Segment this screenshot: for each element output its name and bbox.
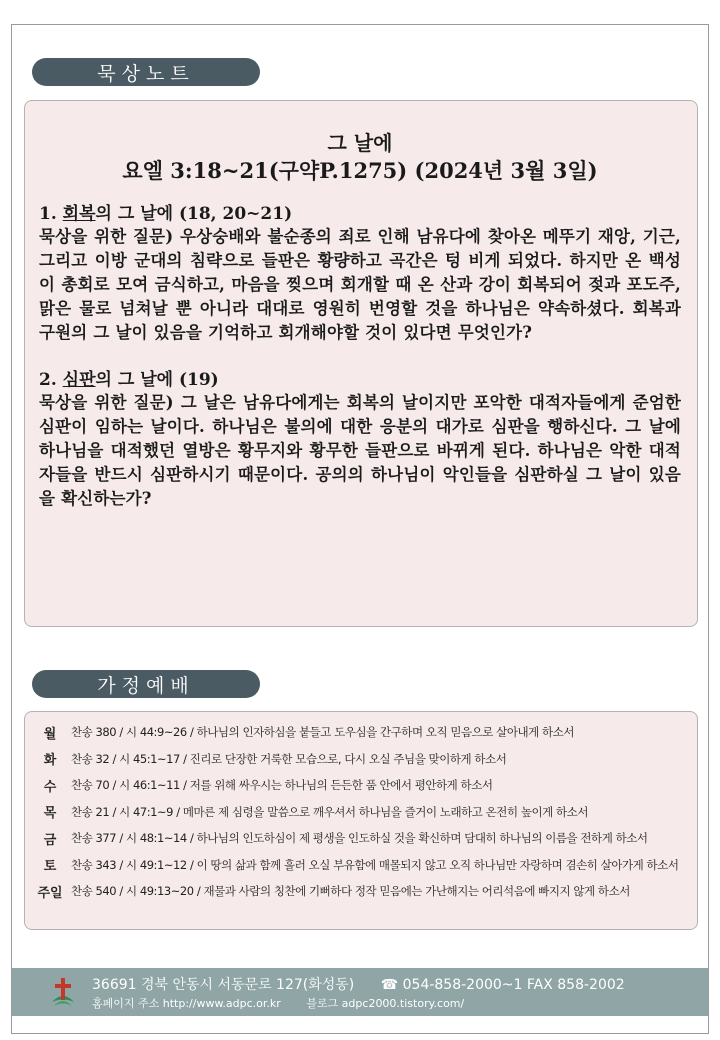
sermon-title: 그 날에 — [327, 131, 393, 155]
section-2-body: 묵상을 위한 질문) 그 날은 남유다에게는 회복의 날이지만 포악한 대적자들에게 준엄한 심판이 임하는 날이다. 하나님은 불의에 대한 응분의 대가로 심판을 행하신다. 그 날에 하나님을 대적했던 열방은 황무지와 황무한 들판으로 바뀌게 된다. 하나님은 악한 대적자들을 반드시 심판하시기 때문이다. 공의의 하나님이 악인들을 심판하실 그 날이 있음을 확신하는가? — [39, 393, 681, 508]
church-footer — [12, 968, 708, 1016]
worship-day-label: 토 — [43, 859, 57, 875]
worship-row-monday — [33, 719, 689, 746]
worship-day-label: 목 — [43, 806, 57, 822]
section-2-heading — [39, 369, 681, 391]
section-1-heading-text: 의 그 날에 (18, 20~21) — [95, 204, 293, 224]
section-1-keyword: 회복 — [62, 204, 96, 224]
family-worship-card — [24, 711, 698, 930]
worship-reading-text: 찬송 540 / 시 49:13~20 / 재물과 사람의 칭찬에 기뻐하다 정작 믿음에는 가난해지는 어리석음에 빠지지 않게 하소서 — [71, 884, 630, 899]
section-spacer — [39, 345, 681, 369]
worship-row-wednesday — [33, 772, 689, 799]
worship-row-saturday — [33, 852, 689, 879]
family-worship-header: 가정예배 — [32, 670, 260, 698]
worship-row-friday — [33, 825, 689, 852]
worship-row-tuesday — [33, 746, 689, 773]
scripture-reference: 요엘 3:18~21(구약P.1275) (2024년 3월 3일) — [122, 158, 598, 183]
church-cross-logo-icon — [48, 976, 78, 1008]
footer-web-line — [92, 995, 486, 1011]
church-phone: ☎ 054-858-2000~1 FAX 858-2002 — [380, 977, 625, 993]
worship-day-label: 화 — [43, 753, 57, 769]
section-2-number: 2. — [39, 370, 57, 390]
meditation-card — [24, 100, 698, 627]
worship-reading-text: 찬송 70 / 시 46:1~11 / 저를 위해 싸우시는 하나님의 든든한 품 안에서 평안하게 하소서 — [71, 778, 493, 793]
section-2-heading-text: 의 그 날에 (19) — [95, 370, 219, 390]
worship-reading-text: 찬송 343 / 시 49:1~12 / 이 땅의 삶과 함께 흘러 오실 부유함에 매몰되지 않고 오직 하나님만 자랑하며 겸손히 살아가게 하소서 — [71, 857, 679, 872]
section-1-body: 묵상을 위한 질문) 우상숭배와 불순종의 죄로 인해 남유다에 찾아온 메뚜기 재앙, 기근, 그리고 이방 군대의 침략으로 들판은 황량하고 곡간은 텅 비게 되었다. 하지만 온 백성이 총회로 모여 금식하고, 마음을 찢으며 회개할 때 온 산과 강이 회복되어 젖과 포도주, 맑은 물로 넘쳐날 뿐 아니라 대대로 영원히 번영할 것을 하나님은 약속하셨다. 회복과 구원의 그 날이 있음을 기억하고 회개해야할 것이 있다면 무엇인가? — [39, 227, 681, 342]
section-1-heading — [39, 203, 681, 225]
meditation-note-header: 묵상노트 — [32, 58, 260, 86]
worship-day-label: 주일 — [37, 885, 63, 901]
section-2-keyword: 심판 — [62, 370, 96, 390]
worship-row-sunday — [33, 878, 689, 905]
homepage-link[interactable]: 홈페이지 주소 http://www.adpc.or.kr — [92, 997, 281, 1010]
worship-reading-text: 찬송 377 / 시 48:1~14 / 하나님의 인도하심이 제 평생을 인도하실 것을 확신하며 담대히 하나님의 이름을 전하게 하소서 — [71, 831, 648, 846]
worship-day-label: 수 — [43, 779, 57, 795]
worship-day-label: 월 — [43, 726, 57, 742]
worship-row-thursday — [33, 799, 689, 826]
blog-link[interactable]: 블로그 adpc2000.tistory.com/ — [306, 997, 465, 1010]
church-address: 36691 경북 안동시 서동문로 127(화성동) — [92, 977, 355, 993]
worship-reading-text: 찬송 380 / 시 44:9~26 / 하나님의 인자하심을 붙들고 도우심을 간구하며 오직 믿음으로 살아내게 하소서 — [71, 725, 574, 740]
worship-reading-text: 찬송 21 / 시 47:1~9 / 메마른 제 심령을 말씀으로 깨우셔서 하나님을 즐거이 노래하고 온전히 높이게 하소서 — [71, 804, 588, 819]
section-1-number: 1. — [39, 204, 57, 224]
worship-reading-text: 찬송 32 / 시 45:1~17 / 진리로 단장한 거룩한 모습으로, 다시 오실 주님을 맞이하게 하소서 — [71, 751, 507, 766]
footer-contact-line — [92, 974, 647, 994]
worship-day-label: 금 — [43, 832, 57, 848]
